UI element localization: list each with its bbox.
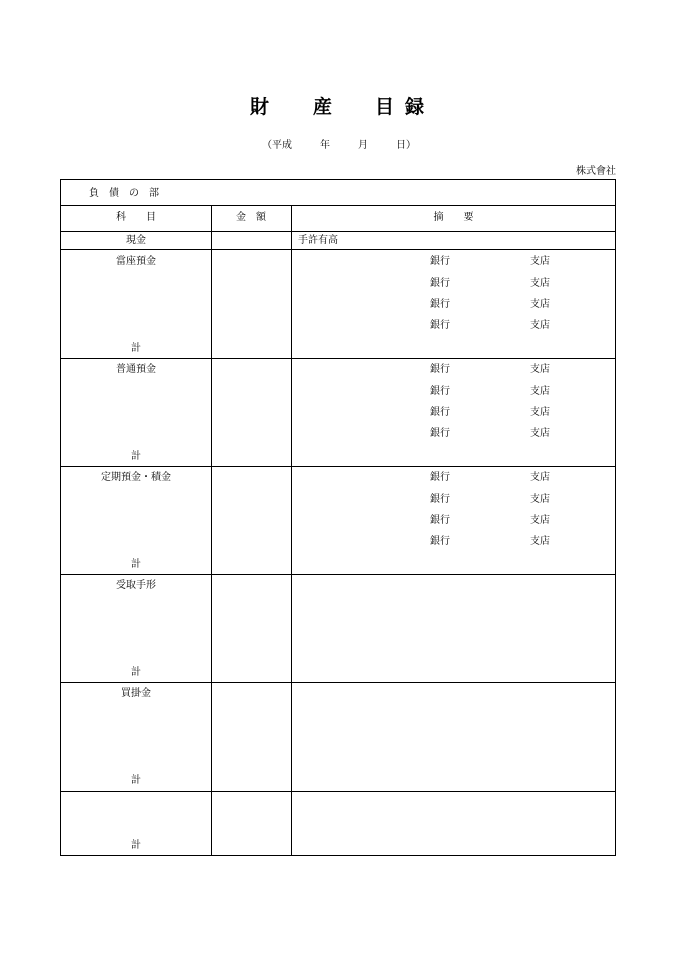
inventory-table <box>60 179 616 856</box>
branch-label: 支店 <box>530 515 550 526</box>
group-label: 定期預金・積金 <box>101 472 171 483</box>
subtotal-label: 計 <box>131 840 141 851</box>
bank-label: 銀行 <box>430 299 450 310</box>
bank-label: 銀行 <box>430 494 450 505</box>
date-open: （平成 <box>262 140 292 151</box>
title-char-1: 財 <box>250 96 270 118</box>
section-label: 負 債 の 部 <box>89 188 159 199</box>
cash-summary: 手許有高 <box>298 235 338 246</box>
rule <box>61 205 616 206</box>
subtotal-label: 計 <box>131 343 141 354</box>
subtotal-label: 計 <box>131 451 141 462</box>
bank-label: 銀行 <box>430 364 450 375</box>
bank-label: 銀行 <box>430 536 450 547</box>
group-label: 買掛金 <box>121 688 151 699</box>
bank-label: 銀行 <box>430 472 450 483</box>
header-account: 科 目 <box>116 212 156 223</box>
title-char-4: 録 <box>405 96 425 118</box>
rule <box>61 249 616 250</box>
rule <box>61 682 616 683</box>
column-divider <box>211 205 212 856</box>
branch-label: 支店 <box>530 536 550 547</box>
branch-label: 支店 <box>530 407 550 418</box>
column-divider <box>291 205 292 856</box>
branch-label: 支店 <box>530 278 550 289</box>
bank-label: 銀行 <box>430 515 450 526</box>
bank-label: 銀行 <box>430 278 450 289</box>
branch-label: 支店 <box>530 320 550 331</box>
branch-label: 支店 <box>530 494 550 505</box>
bank-label: 銀行 <box>430 256 450 267</box>
title-char-2: 産 <box>313 96 333 118</box>
group-label: 受取手形 <box>116 580 156 591</box>
cash-label: 現金 <box>126 235 146 246</box>
bank-label: 銀行 <box>430 407 450 418</box>
branch-label: 支店 <box>530 386 550 397</box>
date-year: 年 <box>320 140 330 151</box>
rule <box>61 231 616 232</box>
company-name: 株式會社 <box>576 166 616 177</box>
title-char-3: 目 <box>375 96 395 118</box>
group-label: 普通預金 <box>116 364 156 375</box>
rule <box>61 466 616 467</box>
rule <box>61 574 616 575</box>
header-summary: 摘 要 <box>433 212 474 223</box>
subtotal-label: 計 <box>131 667 141 678</box>
header-amount: 金 額 <box>236 212 266 223</box>
branch-label: 支店 <box>530 428 550 439</box>
branch-label: 支店 <box>530 364 550 375</box>
bank-label: 銀行 <box>430 386 450 397</box>
group-label: 當座預金 <box>116 256 156 267</box>
branch-label: 支店 <box>530 256 550 267</box>
subtotal-label: 計 <box>131 559 141 570</box>
rule <box>61 358 616 359</box>
date-day: 日） <box>396 140 416 151</box>
bank-label: 銀行 <box>430 428 450 439</box>
subtotal-label: 計 <box>131 775 141 786</box>
date-month: 月 <box>358 140 368 151</box>
rule <box>61 791 616 792</box>
branch-label: 支店 <box>530 299 550 310</box>
branch-label: 支店 <box>530 472 550 483</box>
bank-label: 銀行 <box>430 320 450 331</box>
